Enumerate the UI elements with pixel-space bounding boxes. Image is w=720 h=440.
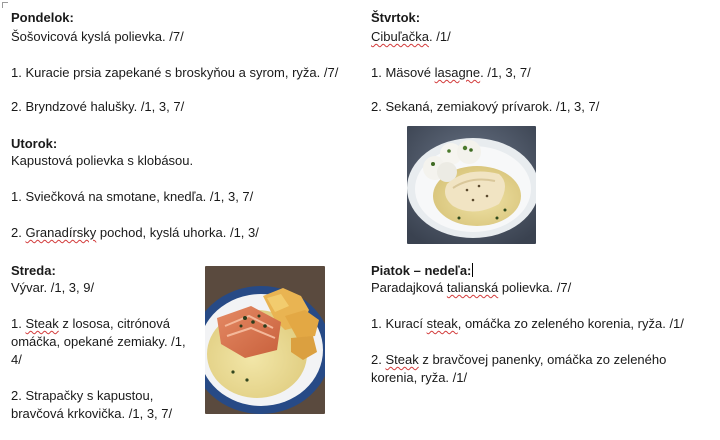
misspelled-word[interactable]: Granadírsky [25, 225, 97, 240]
misspelled-word[interactable]: Steak [385, 352, 419, 367]
day-heading-tuesday: Utorok: [11, 136, 58, 151]
day-heading-wednesday: Streda: [11, 263, 56, 278]
friday-item-2-line-2: korenia, ryža. /1/ [371, 370, 468, 385]
monday-item-1: 1. Kuracie prsia zapekané s broskyňou a syrom, ryža. /7/ [11, 65, 339, 80]
friday-item-1-rest: , omáčka zo zeleného korenia, ryža. /1/ [457, 316, 684, 331]
day-heading-monday: Pondelok: [11, 10, 74, 25]
chicken-rice-photo[interactable] [407, 126, 536, 244]
tuesday-item-1: 1. Sviečková na smotane, knedľa. /1, 3, 7/ [11, 189, 254, 204]
friday-soup-rest: polievka. /7/ [498, 280, 572, 295]
day-heading-friday [371, 262, 473, 280]
wednesday-item-1-rest: z lososa, citrónová [58, 316, 170, 331]
wednesday-item-1-line-3: 4/ [11, 352, 22, 367]
friday-item-2-rest: z bravčovej panenky, omáčka zo zeleného [418, 352, 667, 367]
text-cursor [472, 263, 473, 277]
friday-soup-pre: Paradajková [371, 280, 447, 295]
salmon-potatoes-photo[interactable] [205, 266, 325, 414]
monday-item-2: 2. Bryndzové halušky. /1, 3, 7/ [11, 99, 185, 114]
misspelled-word[interactable]: talianská [446, 280, 499, 295]
friday-item-1 [371, 315, 684, 333]
friday-item-2-num: 2. [371, 352, 386, 367]
tuesday-item-2-rest: pochod, kyslá uhorka. /1, 3/ [96, 225, 259, 240]
thursday-item-2: 2. Sekaná, zemiakový prívarok. /1, 3, 7/ [371, 99, 600, 114]
thursday-item-1 [371, 64, 531, 82]
tuesday-soup: Kapustová polievka s klobásou. [11, 153, 194, 168]
friday-soup [371, 279, 571, 297]
wednesday-item-1-num: 1. [11, 316, 26, 331]
misspelled-word[interactable]: steak [426, 316, 458, 331]
wednesday-item-2-line-1: 2. Strapačky s kapustou, [11, 388, 154, 403]
thursday-item-1-rest: . /1, 3, 7/ [480, 65, 531, 80]
tuesday-item-2 [11, 224, 259, 242]
wednesday-item-1-line-2: omáčka, opekané zemiaky. /1, [11, 334, 186, 349]
wednesday-item-2-line-2: bravčová krkovička. /1, 3, 7/ [11, 406, 173, 421]
thursday-soup [371, 28, 451, 46]
page-corner-mark [2, 2, 8, 8]
monday-soup: Šošovicová kyslá polievka. /7/ [11, 29, 184, 44]
wednesday-item-1-line-1 [11, 315, 170, 333]
thursday-soup-rest: . /1/ [429, 29, 451, 44]
misspelled-word[interactable]: lasagne [434, 65, 481, 80]
friday-heading-text: Piatok – nedeľa: [371, 263, 472, 278]
thursday-item-1-pre: 1. Mäsové [371, 65, 435, 80]
tuesday-item-2-num: 2. [11, 225, 26, 240]
wednesday-soup: Vývar. /1, 3, 9/ [11, 280, 95, 295]
friday-item-2-line-1 [371, 351, 666, 369]
misspelled-word[interactable]: Cibuľačka [371, 29, 429, 44]
day-heading-thursday: Štvrtok: [371, 10, 421, 25]
misspelled-word[interactable]: Steak [25, 316, 59, 331]
salmon-potatoes-image [205, 266, 325, 414]
chicken-rice-image [407, 126, 536, 244]
friday-item-1-pre: 1. Kurací [371, 316, 427, 331]
